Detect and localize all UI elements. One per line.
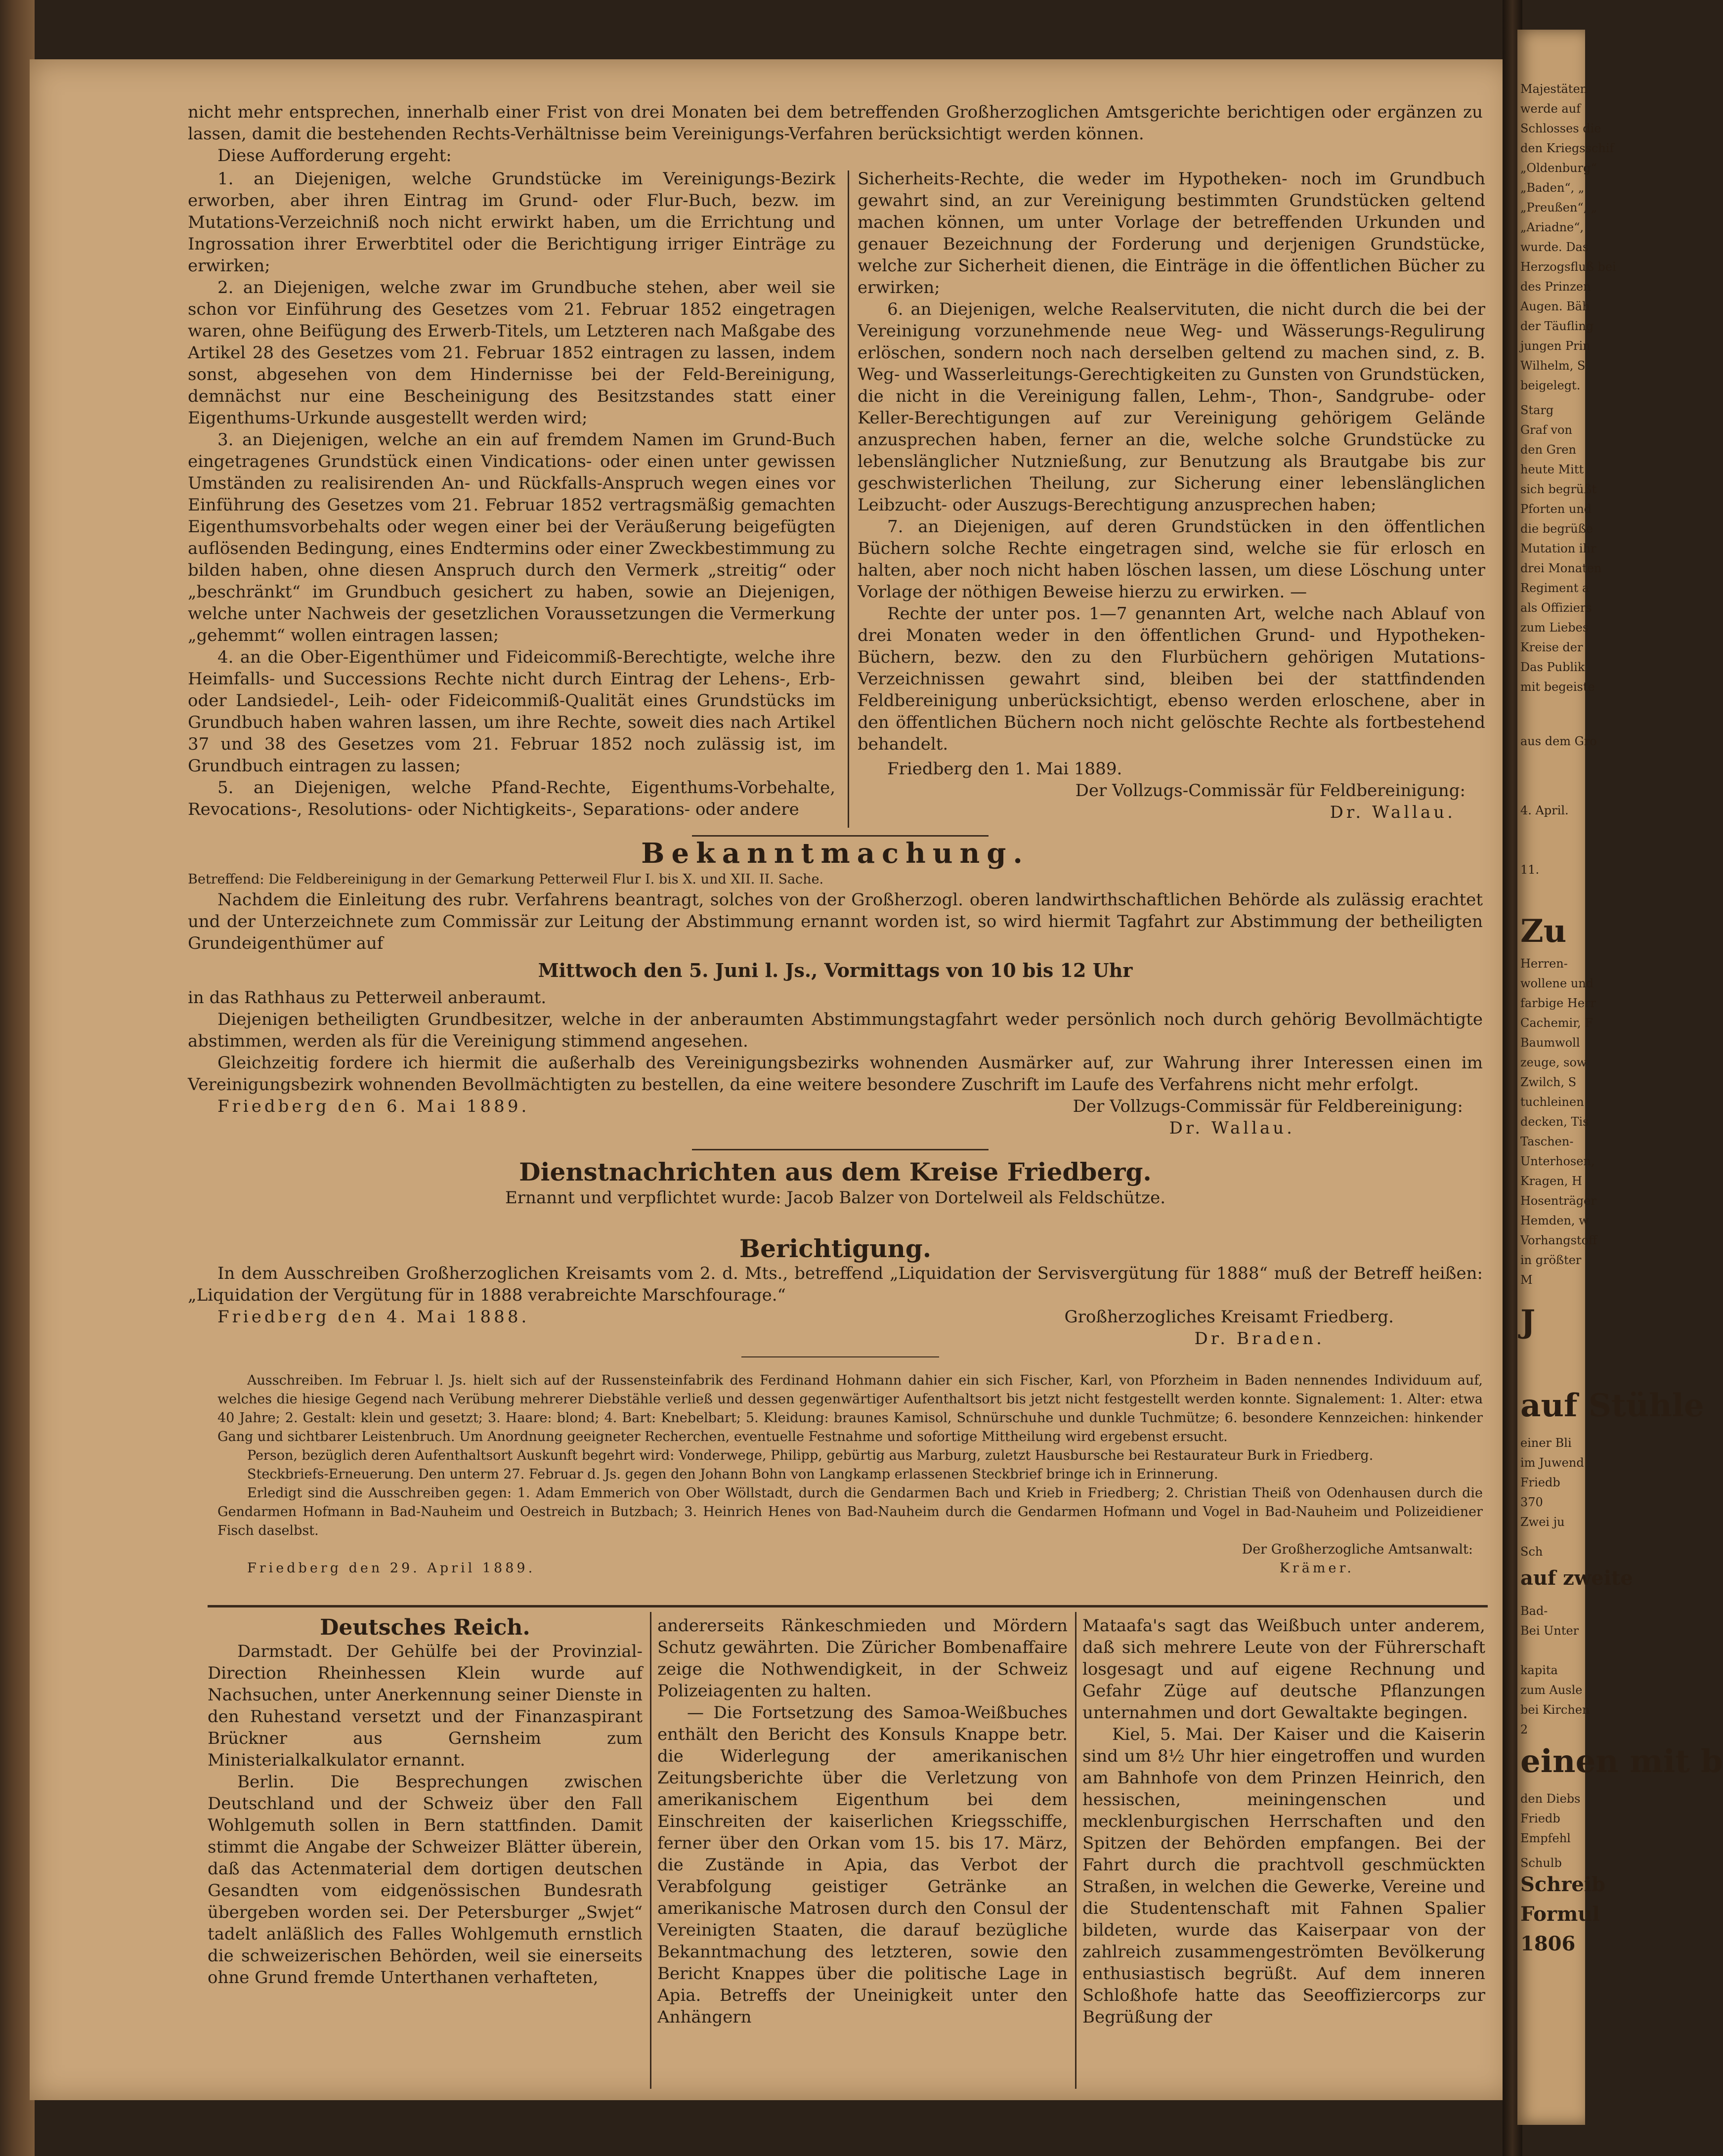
section-title: Deutsches Reich.	[320, 1615, 530, 1640]
signature-date: Friedberg den 6. Mai 1889.	[217, 1097, 530, 1116]
list-item: 6. an Diejenigen, welche Realservituten, die nicht durch die bei der Vereinigung vorzunehmende neue Weg- und Wässerungs-Regulirung erlöschen, sondern noch nach derselben geltend zu machen sind, z. B. Weg- und Wasserleitungs-Gerechtigkeiten zu Gunsten von Grundstücken, die nicht in die Vereinigung fallen, Lehm-, Thon-, Sandgrube- oder Keller-Berechtigungen auf zur Vereinigung gehörigem Gelände anzusprechen haben, ferner an die, welche solche Grundstücke zu lebenslänglicher Nutznießung, zur Benutzung als Brautgabe bis zur geschwisterlichen Theilung, zur Sicherung einer lebenslänglichen Leibzucht- oder Auszugs-Berechtigung anzusprechen haben;	[858, 299, 1485, 515]
reich-column-1	[208, 1615, 643, 1988]
news-paragraph: Kiel, 5. Mai. Der Kaiser und die Kaiserin sind um 8½ Uhr hier eingetroffen und wurden am Bahnhofe von dem Prinzen Heinrich, den hessischen, meiningenschen und mecklenburgischen Herrschaften und den Spitzen der Behörden empfangen. Bei der Fahrt durch die prachtvoll geschmückten Straßen, in welchen die Gewerke, Vereine und die Studentenschaft mit Fahnen Spalier bildeten, wurde das Kaiserpaar von der zahlreich zusammengeströmten Bevölkerung enthusiastisch begrüßt. Auf dem inneren Schloßhofe hatte das Seeoffiziercorps zur Begrüßung der	[1082, 1725, 1485, 2027]
fragment: bei Kirchen	[1520, 1703, 1590, 1717]
fragment: Taschen-	[1520, 1135, 1574, 1148]
fragment: als Offiziers	[1520, 601, 1592, 615]
fragment: werde auf	[1520, 102, 1581, 116]
fragment: wurde. Das	[1520, 240, 1589, 254]
fragment: 2	[1520, 1723, 1528, 1736]
list-item: Rechte der unter pos. 1—7 genannten Art, welche nach Ablauf von drei Monaten weder in den öffentlichen Grund- und Hypotheken-Büchern, bezw. den zu den Flurbüchern gehörigen Mutations-Verzeichnissen gewahrt sind, bleiben bei der stattfindenden Feldbereinigung unberücksichtigt, ebenso werden erloschene, aber in den öffentlichen Büchern noch nicht gelöschte Rechte als fortbestehend behandelt.	[858, 604, 1485, 754]
fragment: 4. April.	[1520, 803, 1569, 817]
fragment: der Täufling	[1520, 319, 1594, 333]
fragment: einen mit b	[1520, 1743, 1723, 1780]
list-item: 4. an die Ober-Eigenthümer und Fideicommiß-Berechtigte, welche ihre Heimfalls- und Successions Rechte nicht durch Eintrag der Lehens-, Erb- oder Landsiedel-, Leih- oder Fideicommiß-Qualität eines Grundstücks im Grundbuch haben wahren lassen, um ihre Rechte, soweit dies nach Artikel 37 und 38 des Gesetzes vom 21. Februar 1852 noch zulässig ist, im Grundbuch eintragen zu lassen;	[188, 647, 835, 776]
fragment: farbige Herr	[1520, 996, 1596, 1010]
fragment: auf Stühle	[1520, 1387, 1704, 1424]
paragraph: Ernannt und verpflichtet wurde: Jacob Balzer von Dortelweil als Feldschütze.	[505, 1188, 1166, 1208]
signature-title: Der Vollzugs-Commissär für Feldbereinigung:	[1075, 781, 1465, 801]
paragraph: Gleichzeitig fordere ich hiermit die außerhalb des Vereinigungsbezirks wohnenden Ausmärker auf, zur Wahrung ihrer Interessen einen im Vereinigungsbezirk wohnenden Bevollmächtigten zu bestellen, da eine weitere besondere Zuschrift im Laufe des Verfahrens nicht mehr erfolgt.	[188, 1053, 1483, 1095]
section-title: Dienstnachrichten aus dem Kreise Friedberg.	[519, 1157, 1152, 1186]
fragment: auf zweite	[1520, 1566, 1633, 1590]
fragment: Starg	[1520, 403, 1554, 417]
signature-date: Friedberg den 1. Mai 1889.	[887, 759, 1122, 779]
fragment: Majestäten	[1520, 82, 1588, 96]
fragment: Augen. Bäh	[1520, 299, 1590, 313]
fragment: M	[1520, 1273, 1533, 1287]
berichtigung-section	[188, 1234, 1483, 1350]
section-divider	[741, 1356, 939, 1357]
section-title: Berichtigung.	[739, 1234, 932, 1263]
list-item: Sicherheits-Rechte, die weder im Hypotheken- noch im Grundbuch gewahrt sind, an zur Vereinigung bestimmten Grundstücken geltend machen können, um unter Vorlage der betreffenden Urkunden und genauer Bezeichnung der Forderung und derjenigen Grundstücke, welche zur Sicherheit dienen, die Einträge in die öffentlichen Bücher zu erwirken;	[858, 169, 1485, 297]
fragment: 11.	[1520, 863, 1540, 877]
fragment: Pforten und	[1520, 502, 1592, 516]
fragment: J	[1520, 1303, 1536, 1340]
fragment: Graf von	[1520, 423, 1572, 437]
paragraph: Ausschreiben. Im Februar l. Js. hielt sich auf der Russensteinfabrik des Ferdinand Hohmann dahier ein sich Fischer, Karl, von Pforzheim in Baden nennendes Individuum auf, welches die hiesige Gegend nach Verübung mehrerer Diebstähle verließ und dessen gegenwärtiger Aufenthaltsort bis jetzt nicht festgestellt werden konnte. Signalement: 1. Alter: etwa 40 Jahre; 2. Gestalt: klein und gesetzt; 3. Haare: blond; 4. Bart: Knebelbart; 5. Kleidung: braunes Kamisol, Schnürschuhe und dunkle Tuchmütze; 6. besondere Kennzeichen: hinkender Gang und sichtbarer Leistenbruch. Um Anordnung geeigneter Recherchen, eventuelle Festnahme und sofortige Mittheilung wird ergebenst ersucht.	[217, 1373, 1483, 1444]
fragment: 370	[1520, 1495, 1543, 1509]
fragment: kapita	[1520, 1663, 1558, 1677]
column-divider	[848, 170, 849, 828]
fragment: Friedb	[1520, 1476, 1560, 1489]
fragment: jungen Prin	[1520, 339, 1591, 353]
signature-date: Friedberg den 4. Mai 1888.	[217, 1307, 530, 1327]
fragment: tuchleinen	[1520, 1095, 1584, 1109]
fragment: im Juwend	[1520, 1456, 1584, 1470]
reich-column-2	[657, 1615, 1068, 2028]
fragment: den Diebs	[1520, 1792, 1581, 1806]
list-item: 7. an Diejenigen, auf deren Grundstücken in den öffentlichen Büchern solche Rechte eingetragen sind, welche sie für erlosch en halten, aber noch nicht haben löschen lassen, um diese Löschung unter Vorlage der nöthigen Beweise hierzu zu erwirken. —	[858, 517, 1485, 602]
fragment: die begrüße	[1520, 522, 1593, 536]
fragment: zeuge, sow	[1520, 1056, 1587, 1069]
fragment: Schreib	[1520, 1873, 1606, 1896]
reich-column-3	[1082, 1615, 1485, 2028]
dienst-section	[188, 1157, 1483, 1209]
fragment: „Preußen“, „	[1520, 201, 1597, 214]
signature-title: Der Vollzugs-Commissär für Feldbereinigung:	[1073, 1097, 1463, 1116]
fragment: Formul	[1520, 1902, 1600, 1926]
fragment: Zwei ju	[1520, 1515, 1565, 1529]
fragment: decken, Tis	[1520, 1115, 1589, 1129]
fragment: Hosenträger	[1520, 1194, 1596, 1208]
fragment: Zwilch, S	[1520, 1075, 1577, 1089]
signature-title: Großherzogliches Kreisamt Friedberg.	[1064, 1307, 1394, 1327]
fragment: Herren-	[1520, 957, 1568, 971]
top-paragraph-2: Diese Aufforderung ergeht:	[217, 146, 452, 166]
section-divider	[208, 1605, 1488, 1607]
fragment: 1806	[1520, 1932, 1576, 1955]
signature-date: Friedberg den 29. April 1889.	[247, 1561, 536, 1576]
ausschreiben-section	[217, 1371, 1483, 1578]
signature-title: Der Großherzogliche Amtsanwalt:	[1242, 1542, 1473, 1557]
fragment: Sch	[1520, 1545, 1543, 1559]
fragment: Hemden, w	[1520, 1214, 1589, 1227]
fragment: zum Ausle	[1520, 1683, 1583, 1697]
fragment: Vorhangstoff	[1520, 1233, 1597, 1247]
news-paragraph: Berlin. Die Besprechungen zwischen Deutschland und der Schweiz über den Fall Wohlgemuth sollen in Bern stattfinden. Damit stimmt die Angabe der Schweizer Blätter überein, daß das Actenmaterial dem dortigen deutschen Gesandten vom eidgenössischen Bundesrath übergeben worden sei. Der Petersburger „Swjet“ tadelt anläßlich des Falles Wohlgemuth ernstlich die schweizerischen Behörden, weil sie einerseits ohne Grund fremde Unterthanen verhafteten,	[208, 1772, 643, 1987]
left-column	[188, 168, 835, 820]
fragment: Zu	[1520, 913, 1567, 950]
fragment: des Prinzen	[1520, 280, 1591, 294]
list-item: 3. an Diejenigen, welche an ein auf fremdem Namen im Grund-Buch eingetragenes Grundstück einen Vindications- oder einen unter gewissen Umständen zu realisirenden An- und Rückfalls-Anspruch wegen eines vor Einführung des Gesetzes vom 21. Februar 1852 vertragsmäßig gemachten Eigenthumsvorbehalts oder wegen einer bei der Veräußerung beigefügten auflösenden Bedingung, eines Endtermins oder einer Zweckbestimmung zu bilden haben, ohne diesen Anspruch durch den Vermerk „streitig“ oder „beschränkt“ im Grundbuch gesichert zu haben, sowie an Diejenigen, welche unter Nachweis der gesetzlichen Voraussetzungen die Vermerkung „gehemmt“ wollen eintragen lassen;	[188, 430, 835, 645]
fragment: Das Publik	[1520, 660, 1585, 674]
fragment: heute Mitt	[1520, 463, 1584, 476]
signature-name: Dr. Braden.	[1194, 1329, 1325, 1349]
next-page-edge	[1517, 30, 1723, 2125]
fragment: Kragen, H	[1520, 1174, 1582, 1188]
fragment: Mutation ihr	[1520, 542, 1596, 555]
news-paragraph: Mataafa's sagt das Weißbuch unter anderem, daß sich mehrere Leute von der Führerschaft losgesagt und auf eigene Rechnung und Gefahr Züge auf deutsche Pflanzungen unternahmen und dort Gewaltakte begingen.	[1082, 1616, 1485, 1723]
paragraph: Erledigt sind die Ausschreiben gegen: 1. Adam Emmerich von Ober Wöllstadt, durch die Gendarmen Bach und Krieb in Friedberg; 2. Christian Theiß von Odenhausen durch die Gendarmen Hofmann in Bad-Nauheim und Oestreich in Butzbach; 3. Heinrich Henes von Bad-Nauheim durch die Gendarmen Hofmann und Vogel in Bad-Nauheim und Polizeidiener Fisch daselbst.	[217, 1485, 1483, 1538]
fragment: sich begrüßt	[1520, 482, 1597, 496]
fragment: Regiment a	[1520, 581, 1590, 595]
fragment: den Kriegsschif	[1520, 141, 1614, 155]
section-divider	[692, 1149, 989, 1150]
paragraph: Nachdem die Einleitung des rubr. Verfahrens beantragt, solches von der Großherzogl. oberen landwirthschaftlichen Behörde als zulässig erachtet und der Unterzeichnete zum Commissär zur Leitung der Abstimmung ernannt worden ist, so wird hiermit Tagfahrt zur Abstimmung der betheiligten Grundeigenthümer auf	[188, 890, 1483, 953]
fragment: einer Bli	[1520, 1436, 1572, 1450]
fragment: drei Monaten	[1520, 561, 1602, 575]
fragment: Unterhosen,	[1520, 1154, 1595, 1168]
fragment: Friedb	[1520, 1812, 1560, 1825]
paragraph: Person, bezüglich deren Aufenthaltsort Auskunft begehrt wird: Vonderwege, Philipp, gebürtig aus Marburg, zuletzt Hausbursche bei Restaurateur Burk in Friedberg.	[247, 1448, 1374, 1463]
fragment: Cachemir, F	[1520, 1016, 1593, 1030]
list-item: 2. an Diejenigen, welche zwar im Grundbuche stehen, aber weil sie schon vor Einführung des Gesetzes vom 21. Februar 1852 eingetragen waren, ohne Beifügung des Erwerb-Titels, um Letzteren nach Maßgabe des Artikel 28 des Gesetzes vom 21. Februar 1852 eintragen zu lassen, indem sonst, abgesehen von dem Hindernisse bei der Feld-Bereinigung, demnächst nur eine Bescheinigung des Besitzstandes statt einer Eigenthums-Urkunde ausgestellt werden wird;	[188, 278, 835, 428]
list-item: 5. an Diejenigen, welche Pfand-Rechte, Eigenthums-Vorbehalte, Revocations-, Resolutions- oder Nichtigkeits-, Separations- oder andere	[188, 778, 835, 819]
date-line: Mittwoch den 5. Juni l. Js., Vormittags von 10 bis 12 Uhr	[538, 959, 1133, 981]
fragment: „Ariadne“,	[1520, 220, 1584, 234]
paragraph: in das Rathhaus zu Petterweil anberaumt.	[188, 988, 547, 1008]
list-item: 1. an Diejenigen, welche Grundstücke im Vereinigungs-Bezirk erworben, aber ihren Eintrag im Grund- oder Flur-Buch, bezw. im Mutations-Verzeichniß noch nicht erwirkt haben, um die Errichtung und Ingrossation ihrer Erwerbtitel oder die Berichtigung irriger Einträge zu erwirken;	[188, 169, 835, 276]
fragment: Baumwoll	[1520, 1036, 1580, 1050]
fragment: den Gren	[1520, 443, 1576, 457]
column-divider	[1075, 1612, 1077, 2089]
paragraph: In dem Ausschreiben Großherzoglichen Kreisamts vom 2. d. Mts., betreffend „Liquidation der Servisvergütung für 1888“ muß der Betreff heißen: „Liquidation der Vergütung für in 1888 verabreichte Marschfourage.“	[188, 1264, 1483, 1305]
news-paragraph: — Die Fortsetzung des Samoa-Weißbuches enthält den Bericht des Konsuls Knappe betr. die Widerlegung der amerikanischen Zeitungsberichte über die Verletzung von amerikanischem Eigenthum bei dem Einschreiten der kaiserlichen Kriegsschiffe, ferner über den Orkan vom 15. bis 17. März, die Zustände in Apia, das Verbot der Verabfolgung geistiger Getränke an amerikanische Matrosen durch den Consul der Vereinigten Staaten, die darauf bezügliche Bekanntmachung des letzteren, sowie den Bericht Knappes über die politische Lage in Apia. Betreffs der Uneinigkeit unter den Anhängern	[657, 1703, 1068, 2027]
betreffend-line: Betreffend: Die Feldbereinigung in der Gemarkung Petterweil Flur I. bis X. und XII. II. Sache.	[188, 872, 824, 887]
fragment: Schlosses die	[1520, 122, 1601, 135]
fragment: Herzogsfluß bei	[1520, 260, 1616, 274]
signature-name: Krämer.	[1279, 1561, 1354, 1576]
column-divider	[650, 1612, 651, 2089]
fragment: Kreise der	[1520, 640, 1583, 654]
fragment: „Oldenburg“	[1520, 161, 1597, 175]
fragment: aus dem Gro	[1520, 734, 1597, 748]
news-paragraph: Darmstadt. Der Gehülfe bei der Provinzial-Direction Rheinhessen Klein wurde auf Nachsuchen, unter Anerkennung seiner Dienste in den Ruhestand versetzt und der Finanzaspirant Brückner aus Gernsheim zum Ministerialkalkulator ernannt.	[208, 1642, 643, 1770]
signature-name: Dr. Wallau.	[1169, 1118, 1295, 1138]
fragment: Empfehl	[1520, 1831, 1571, 1845]
fragment: zum Liebes	[1520, 621, 1589, 634]
fragment: Wilhelm, S	[1520, 359, 1586, 373]
bekanntmachung-section	[188, 837, 1483, 1139]
fragment: wollene und	[1520, 976, 1594, 990]
right-column	[858, 168, 1485, 823]
paragraph: Steckbriefs-Erneuerung. Den unterm 27. Februar d. Js. gegen den Johann Bohn von Langkamp erlassenen Steckbrief bringe ich in Erinnerung.	[247, 1467, 1218, 1482]
paragraph: Diejenigen betheiligten Grundbesitzer, welche in der anberaumten Abstimmungstagfahrt weder persönlich noch durch gehörig Bevollmächtigte abstimmen, werden als für die Vereinigung stimmend angesehen.	[188, 1010, 1483, 1051]
fragment: in größter	[1520, 1253, 1582, 1267]
top-text	[188, 101, 1483, 167]
fragment: Schulb	[1520, 1856, 1562, 1870]
fragment: Bei Unter	[1520, 1624, 1579, 1638]
news-paragraph: andererseits Ränkeschmieden und Mördern Schutz gewährten. Die Züricher Bombenaffaire zeige die Nothwendigkeit, in der Schweiz Polizeiagenten zu halten.	[657, 1616, 1068, 1701]
section-divider	[692, 835, 989, 837]
fragment: „Baden“, „	[1520, 181, 1585, 195]
fragment: Bad-	[1520, 1604, 1548, 1618]
fragment: beigelegt.	[1520, 379, 1581, 392]
fragment: mit begeiste	[1520, 680, 1595, 694]
section-title: Bekanntmachung.	[641, 837, 1030, 870]
signature-name: Dr. Wallau.	[1330, 803, 1456, 822]
top-paragraph: nicht mehr entsprechen, innerhalb einer Frist von drei Monaten bei dem betreffenden Großherzoglichen Amtsgerichte berichtigen oder ergänzen zu lassen, damit die bestehenden Rechts-Verhältnisse beim Vereinigungs-Verfahren berücksichtigt werden können.	[188, 102, 1483, 144]
